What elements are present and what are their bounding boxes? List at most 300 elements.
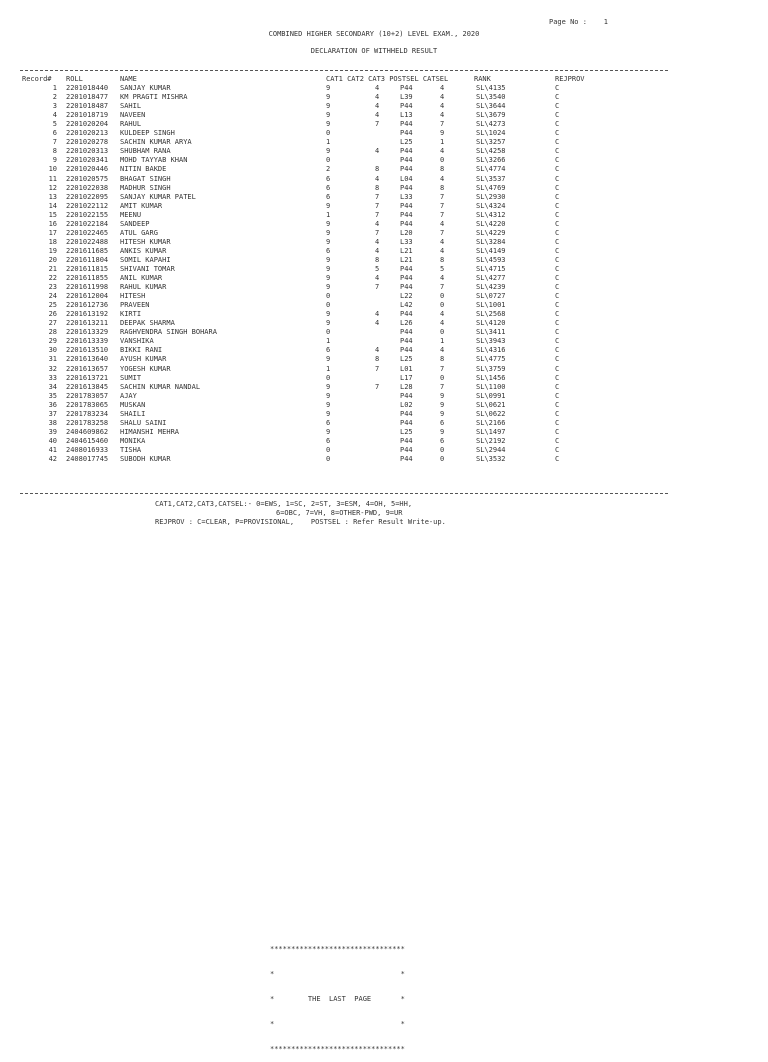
candidate-name: SACHIN KUMAR ARYA — [120, 138, 192, 147]
catsel-value: 4 — [440, 102, 445, 111]
catsel-value: 8 — [440, 183, 445, 192]
rank-value: SL\1024 — [476, 129, 506, 138]
postsel-value: L22 — [400, 292, 413, 301]
table-row — [22, 355, 642, 364]
record-number: 38 — [48, 418, 57, 427]
record-number: 26 — [48, 310, 57, 319]
header-categories: CAT1 CAT2 CAT3 POSTSEL CATSEL — [326, 75, 449, 83]
roll-number: 2201613640 — [66, 355, 109, 364]
postsel-value: P44 — [400, 210, 413, 219]
rejprov-value: C — [555, 183, 560, 192]
candidate-name: AJAY — [120, 391, 137, 400]
candidate-name: RAHUL — [120, 120, 142, 129]
candidate-name: MEENU — [120, 210, 142, 219]
roll-number: 2201783258 — [66, 418, 109, 427]
cat1-value: 0 — [326, 328, 331, 337]
rejprov-value: C — [555, 337, 560, 346]
cat1-value: 9 — [326, 319, 331, 328]
cat2-value: 4 — [375, 319, 380, 328]
record-number: 39 — [48, 427, 57, 436]
table-header — [22, 75, 642, 84]
catsel-value: 4 — [440, 246, 445, 255]
document-title: DECLARATION OF WITHHELD RESULT — [310, 47, 438, 55]
catsel-value: 9 — [440, 400, 445, 409]
rank-value: SL\3537 — [476, 174, 506, 183]
rank-value: SL\0991 — [476, 391, 506, 400]
catsel-value: 9 — [440, 409, 445, 418]
rejprov-value: C — [555, 138, 560, 147]
record-number: 25 — [48, 301, 57, 310]
cat2-value: 4 — [375, 219, 380, 228]
cat1-value: 9 — [326, 409, 331, 418]
last-page-border-bottom: ******************************** — [270, 1045, 405, 1053]
cat1-value: 9 — [326, 147, 331, 156]
catsel-value: 0 — [440, 454, 445, 463]
table-row — [22, 301, 642, 310]
candidate-name: KIRTI — [120, 310, 142, 319]
rank-value: SL\3411 — [476, 328, 506, 337]
roll-number: 2201018719 — [66, 111, 109, 120]
postsel-value: L21 — [400, 246, 413, 255]
catsel-value: 0 — [440, 445, 445, 454]
rejprov-value: C — [555, 174, 560, 183]
cat2-value: 4 — [375, 84, 380, 93]
rejprov-value: C — [555, 201, 560, 210]
cat2-value: 7 — [375, 210, 380, 219]
candidate-name: DEEPAK SHARMA — [120, 319, 175, 328]
cat1-value: 6 — [326, 246, 331, 255]
last-page-text: * THE LAST PAGE * — [270, 995, 405, 1003]
rejprov-value: C — [555, 301, 560, 310]
table-row — [22, 265, 642, 274]
record-number: 11 — [48, 174, 57, 183]
roll-number: 2201020313 — [66, 147, 109, 156]
rejprov-value: C — [555, 102, 560, 111]
rank-value: SL\4149 — [476, 246, 506, 255]
rank-value: SL\4277 — [476, 274, 506, 283]
table-row — [22, 446, 642, 455]
roll-number: 2201613339 — [66, 337, 109, 346]
rank-value: SL\0621 — [476, 400, 506, 409]
record-number: 22 — [48, 274, 57, 283]
postsel-value: L39 — [400, 93, 413, 102]
rank-value: SL\4229 — [476, 228, 506, 237]
record-number: 20 — [48, 255, 57, 264]
postsel-value: L01 — [400, 364, 413, 373]
record-number: 37 — [48, 409, 57, 418]
cat1-value: 9 — [326, 274, 331, 283]
exam-title: COMBINED HIGHER SECONDARY (10+2) LEVEL EXAM., 2020 — [268, 30, 480, 38]
postsel-value: P44 — [400, 156, 413, 165]
record-number: 32 — [48, 364, 57, 373]
catsel-value: 0 — [440, 328, 445, 337]
postsel-value: P44 — [400, 337, 413, 346]
catsel-value: 7 — [440, 382, 445, 391]
cat1-value: 1 — [326, 337, 331, 346]
cat1-value: 9 — [326, 264, 331, 273]
rejprov-value: C — [555, 156, 560, 165]
cat2-value: 7 — [375, 228, 380, 237]
cat1-value: 1 — [326, 210, 331, 219]
rejprov-value: C — [555, 264, 560, 273]
record-number: 2 — [52, 93, 57, 102]
roll-number: 2201613211 — [66, 319, 109, 328]
table-row — [22, 437, 642, 446]
roll-number: 2201018477 — [66, 93, 109, 102]
roll-number: 2201022184 — [66, 219, 109, 228]
rejprov-value: C — [555, 219, 560, 228]
candidate-name: KM PRAGTI MISHRA — [120, 93, 188, 102]
cat1-value: 2 — [326, 165, 331, 174]
postsel-value: P44 — [400, 391, 413, 400]
catsel-value: 8 — [440, 355, 445, 364]
rejprov-value: C — [555, 120, 560, 129]
record-number: 29 — [48, 337, 57, 346]
table-row — [22, 455, 642, 464]
candidate-name: SAHIL — [120, 102, 142, 111]
rank-value: SL\2192 — [476, 436, 506, 445]
record-number: 15 — [48, 210, 57, 219]
rejprov-value: C — [555, 228, 560, 237]
candidate-name: SANDEEP — [120, 219, 150, 228]
rejprov-value: C — [555, 237, 560, 246]
catsel-value: 7 — [440, 364, 445, 373]
table-row — [22, 401, 642, 410]
rank-value: SL\1497 — [476, 427, 506, 436]
record-number: 1 — [52, 84, 57, 93]
cat1-value: 0 — [326, 156, 331, 165]
roll-number: 2201611815 — [66, 264, 109, 273]
cat2-value: 7 — [375, 201, 380, 210]
rank-value: SL\2944 — [476, 445, 506, 454]
table-row — [22, 120, 642, 129]
record-number: 33 — [48, 373, 57, 382]
postsel-value: P44 — [400, 264, 413, 273]
table-row — [22, 184, 642, 193]
last-page-border-top: ******************************** — [270, 945, 405, 953]
rank-value: SL\4593 — [476, 255, 506, 264]
rejprov-value: C — [555, 355, 560, 364]
header-name: NAME — [120, 75, 137, 83]
rejprov-value: C — [555, 274, 560, 283]
table-row — [22, 410, 642, 419]
catsel-value: 0 — [440, 301, 445, 310]
rejprov-value: C — [555, 84, 560, 93]
table-row — [22, 102, 642, 111]
rejprov-value: C — [555, 391, 560, 400]
roll-number: 2201020446 — [66, 165, 109, 174]
postsel-value: P44 — [400, 219, 413, 228]
candidate-name: MOHD TAYYAB KHAN — [120, 156, 188, 165]
catsel-value: 7 — [440, 210, 445, 219]
cat2-value: 7 — [375, 192, 380, 201]
rank-value: SL\3644 — [476, 102, 506, 111]
postsel-value: L21 — [400, 255, 413, 264]
catsel-value: 6 — [440, 418, 445, 427]
rejprov-value: C — [555, 346, 560, 355]
record-number: 12 — [48, 183, 57, 192]
table-row — [22, 111, 642, 120]
postsel-value: P44 — [400, 120, 413, 129]
cat1-value: 9 — [326, 84, 331, 93]
cat1-value: 0 — [326, 454, 331, 463]
table-row — [22, 238, 642, 247]
rejprov-value: C — [555, 283, 560, 292]
catsel-value: 4 — [440, 310, 445, 319]
catsel-value: 7 — [440, 228, 445, 237]
candidate-name: ANIL KUMAR — [120, 274, 163, 283]
rejprov-value: C — [555, 292, 560, 301]
postsel-value: P44 — [400, 436, 413, 445]
catsel-value: 9 — [440, 427, 445, 436]
rejprov-value: C — [555, 328, 560, 337]
candidate-name: SANJAY KUMAR PATEL — [120, 192, 196, 201]
catsel-value: 1 — [440, 138, 445, 147]
roll-number: 2408017745 — [66, 454, 109, 463]
table-row — [22, 292, 642, 301]
rank-value: SL\2930 — [476, 192, 506, 201]
postsel-value: P44 — [400, 201, 413, 210]
candidate-name: YOGESH KUMAR — [120, 364, 171, 373]
postsel-value: L28 — [400, 382, 413, 391]
postsel-value: L04 — [400, 174, 413, 183]
table-row — [22, 283, 642, 292]
postsel-value: L33 — [400, 237, 413, 246]
rejprov-value: C — [555, 319, 560, 328]
legend-categories: CAT1,CAT2,CAT3,CATSEL:- 0=EWS, 1=SC, 2=ST, 3=ESM, 4=OH, 5=HH, — [155, 500, 413, 508]
catsel-value: 4 — [440, 111, 445, 120]
rank-value: SL\4258 — [476, 147, 506, 156]
table-row — [22, 156, 642, 165]
roll-number: 2201612004 — [66, 292, 109, 301]
table-row — [22, 365, 642, 374]
cat2-value: 4 — [375, 102, 380, 111]
cat1-value: 9 — [326, 427, 331, 436]
catsel-value: 4 — [440, 319, 445, 328]
catsel-value: 6 — [440, 436, 445, 445]
roll-number: 2201020204 — [66, 120, 109, 129]
postsel-value: L26 — [400, 319, 413, 328]
postsel-value: P44 — [400, 102, 413, 111]
candidate-name: SHAILI — [120, 409, 146, 418]
rejprov-value: C — [555, 129, 560, 138]
candidate-name: AMIT KUMAR — [120, 201, 163, 210]
rank-value: SL\3284 — [476, 237, 506, 246]
cat1-value: 6 — [326, 346, 331, 355]
cat1-value: 9 — [326, 382, 331, 391]
cat1-value: 9 — [326, 391, 331, 400]
rank-value: SL\1001 — [476, 301, 506, 310]
rejprov-value: C — [555, 382, 560, 391]
record-number: 36 — [48, 400, 57, 409]
table-row — [22, 274, 642, 283]
rank-value: SL\3679 — [476, 111, 506, 120]
catsel-value: 4 — [440, 84, 445, 93]
rejprov-value: C — [555, 147, 560, 156]
catsel-value: 0 — [440, 156, 445, 165]
candidate-name: HITESH KUMAR — [120, 237, 171, 246]
record-number: 7 — [52, 138, 57, 147]
catsel-value: 7 — [440, 192, 445, 201]
roll-number: 2201022155 — [66, 210, 109, 219]
cat1-value: 0 — [326, 301, 331, 310]
last-page-side-top: * * — [270, 970, 405, 978]
cat1-value: 1 — [326, 364, 331, 373]
candidate-name: SHUBHAM RANA — [120, 147, 171, 156]
rank-value: SL\0727 — [476, 292, 506, 301]
postsel-value: P44 — [400, 346, 413, 355]
cat2-value: 7 — [375, 120, 380, 129]
catsel-value: 8 — [440, 255, 445, 264]
roll-number: 2201018487 — [66, 102, 109, 111]
roll-number: 2201018440 — [66, 84, 109, 93]
rejprov-value: C — [555, 400, 560, 409]
record-number: 18 — [48, 237, 57, 246]
record-number: 31 — [48, 355, 57, 364]
table-row — [22, 129, 642, 138]
header-roll: ROLL — [66, 75, 83, 83]
cat1-value: 0 — [326, 373, 331, 382]
rejprov-value: C — [555, 409, 560, 418]
roll-number: 2201783065 — [66, 400, 109, 409]
table-row — [22, 84, 642, 93]
rejprov-value: C — [555, 310, 560, 319]
rank-value: SL\3540 — [476, 93, 506, 102]
record-number: 35 — [48, 391, 57, 400]
roll-number: 2201022465 — [66, 228, 109, 237]
cat2-value: 4 — [375, 310, 380, 319]
record-number: 19 — [48, 246, 57, 255]
rank-value: SL\3257 — [476, 138, 506, 147]
top-divider — [20, 70, 668, 71]
rank-value: SL\4220 — [476, 219, 506, 228]
candidate-name: MADHUR SINGH — [120, 183, 171, 192]
cat1-value: 9 — [326, 111, 331, 120]
record-number: 3 — [52, 102, 57, 111]
table-body — [22, 84, 642, 464]
cat2-value: 4 — [375, 174, 380, 183]
record-number: 9 — [52, 156, 57, 165]
roll-number: 2404609862 — [66, 427, 109, 436]
catsel-value: 9 — [440, 129, 445, 138]
candidate-name: RAGHVENDRA SINGH BOHARA — [120, 328, 217, 337]
candidate-name: SUMIT — [120, 373, 142, 382]
table-row — [22, 374, 642, 383]
rank-value: SL\3266 — [476, 156, 506, 165]
roll-number: 2201613329 — [66, 328, 109, 337]
candidate-name: RAHUL KUMAR — [120, 283, 167, 292]
record-number: 4 — [52, 111, 57, 120]
postsel-value: P44 — [400, 274, 413, 283]
candidate-name: TISHA — [120, 445, 142, 454]
roll-number: 2201020575 — [66, 174, 109, 183]
cat2-value: 4 — [375, 274, 380, 283]
postsel-value: L25 — [400, 355, 413, 364]
rank-value: SL\4316 — [476, 346, 506, 355]
postsel-value: P44 — [400, 409, 413, 418]
rank-value: SL\4324 — [476, 201, 506, 210]
postsel-value: L20 — [400, 228, 413, 237]
rank-value: SL\1456 — [476, 373, 506, 382]
cat2-value: 4 — [375, 346, 380, 355]
postsel-value: L17 — [400, 373, 413, 382]
roll-number: 2201611855 — [66, 274, 109, 283]
rejprov-value: C — [555, 111, 560, 120]
cat1-value: 9 — [326, 93, 331, 102]
candidate-name: NAVEEN — [120, 111, 146, 120]
roll-number: 2201613721 — [66, 373, 109, 382]
catsel-value: 9 — [440, 391, 445, 400]
cat1-value: 6 — [326, 174, 331, 183]
postsel-value: P44 — [400, 310, 413, 319]
roll-number: 2201613657 — [66, 364, 109, 373]
candidate-name: SHIVANI TOMAR — [120, 264, 175, 273]
cat1-value: 6 — [326, 183, 331, 192]
rank-value: SL\2568 — [476, 310, 506, 319]
cat1-value: 9 — [326, 310, 331, 319]
roll-number: 2201611685 — [66, 246, 109, 255]
rejprov-value: C — [555, 93, 560, 102]
cat2-value: 4 — [375, 111, 380, 120]
candidate-name: HIMANSHI MEHRA — [120, 427, 180, 436]
catsel-value: 4 — [440, 93, 445, 102]
candidate-name: SUBODH KUMAR — [120, 454, 171, 463]
rank-value: SL\4312 — [476, 210, 506, 219]
table-row — [22, 193, 642, 202]
rejprov-value: C — [555, 436, 560, 445]
header-record: Record# — [22, 75, 52, 83]
rank-value: SL\1100 — [476, 382, 506, 391]
roll-number: 2201022112 — [66, 201, 109, 210]
table-row — [22, 247, 642, 256]
roll-number: 2201613192 — [66, 310, 109, 319]
roll-number: 2201613845 — [66, 382, 109, 391]
cat1-value: 9 — [326, 355, 331, 364]
rejprov-value: C — [555, 210, 560, 219]
record-number: 21 — [48, 264, 57, 273]
catsel-value: 4 — [440, 237, 445, 246]
cat2-value: 4 — [375, 246, 380, 255]
catsel-value: 5 — [440, 264, 445, 273]
record-number: 34 — [48, 382, 57, 391]
cat1-value: 9 — [326, 201, 331, 210]
rank-value: SL\0622 — [476, 409, 506, 418]
rank-value: SL\3943 — [476, 337, 506, 346]
postsel-value: L25 — [400, 138, 413, 147]
catsel-value: 4 — [440, 147, 445, 156]
roll-number: 2201783234 — [66, 409, 109, 418]
cat1-value: 9 — [326, 283, 331, 292]
cat2-value: 8 — [375, 355, 380, 364]
candidate-name: HITESH — [120, 292, 146, 301]
legend-rejprov: REJPROV : C=CLEAR, P=PROVISIONAL, POSTSEL : Refer Result Write-up. — [155, 518, 446, 526]
postsel-value: L42 — [400, 301, 413, 310]
candidate-name: VANSHIKA — [120, 337, 154, 346]
cat1-value: 6 — [326, 192, 331, 201]
candidate-name: PRAVEEN — [120, 301, 150, 310]
cat2-value: 5 — [375, 264, 380, 273]
candidate-name: ANKIS KUMAR — [120, 246, 167, 255]
cat2-value: 8 — [375, 165, 380, 174]
roll-number: 2201020341 — [66, 156, 109, 165]
candidate-name: SOMIL KAPAHI — [120, 255, 171, 264]
catsel-value: 7 — [440, 283, 445, 292]
catsel-value: 0 — [440, 292, 445, 301]
catsel-value: 4 — [440, 274, 445, 283]
catsel-value: 8 — [440, 165, 445, 174]
record-number: 30 — [48, 346, 57, 355]
catsel-value: 4 — [440, 346, 445, 355]
